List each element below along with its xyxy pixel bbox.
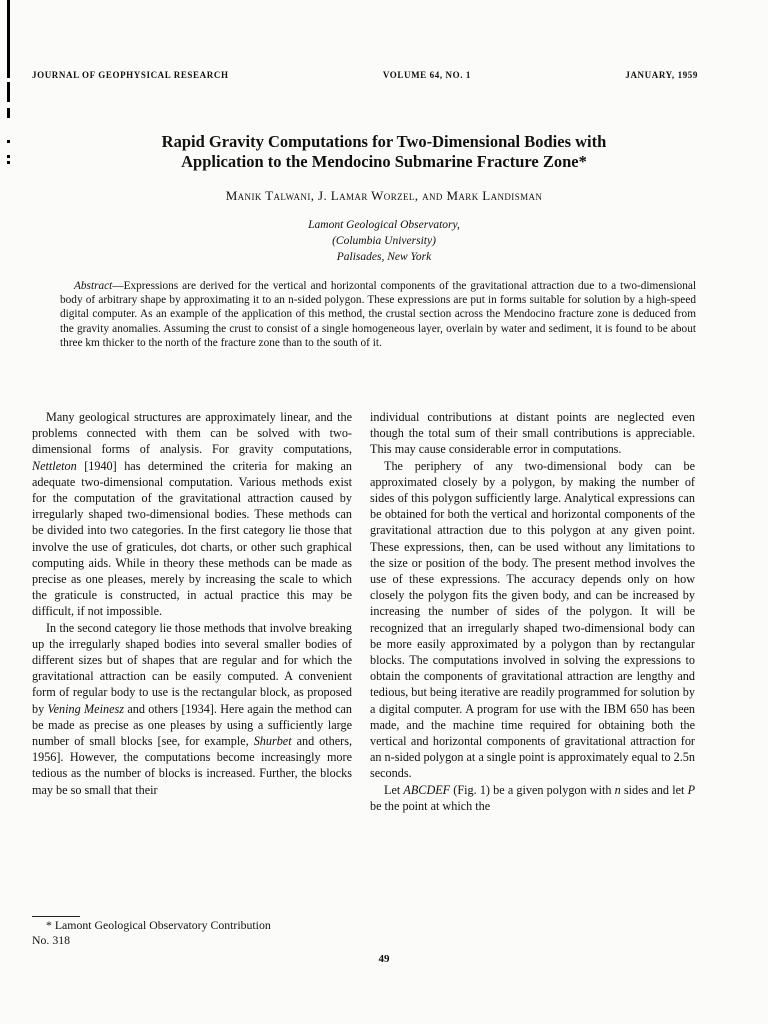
cited-author: Shurbet: [253, 734, 292, 749]
abstract-text: —Expressions are derived for the vertical and horizontal components of the gravitational attraction due to a two-dimensional body of arbitrary shape by approximating it to an n-sided polygon. These expressions are put in forms suitable for solution by a high-speed digital computer. As an example of the application of this method, the crustal section across the Mendocino fracture zone is deduced from the gravity anomalies. Assuming the crust to consist of a single homogeneous layer, overlain by water and sediment, it is found to be about three km thicker to the north of the fracture zone than to the south of it.: [60, 280, 696, 349]
affiliation-line-3: Palisades, New York: [336, 251, 432, 263]
title-line-1: Rapid Gravity Computations for Two-Dimensional Bodies with: [161, 132, 607, 151]
footnote-line-2: No. 318: [32, 933, 71, 947]
footnote-rule: [32, 916, 80, 917]
paragraph: [370, 782, 695, 814]
paragraph: individual contributions at distant points are neglected even though the total sum of their small contributions is appreciable. This may cause considerable error in computations.: [370, 410, 695, 457]
scan-margin-mark: [7, 161, 10, 164]
scan-margin-mark: [7, 108, 10, 118]
text-run: be the point at which the: [370, 798, 491, 813]
affiliation-line-2: (Columbia University): [332, 235, 436, 247]
math-symbol: P: [687, 782, 696, 797]
affiliation-line-1: Lamont Geological Observatory,: [308, 219, 460, 231]
running-header: [32, 70, 698, 80]
text-run: sides and let: [620, 782, 688, 797]
text-run: In the second category lie those methods that involve breaking up the irregularly shaped bodies into several smaller bodies of different sizes but of shapes that are regular and for which the gravitational attraction can be easily computed. A convenient form of regular body to use is the rectangular block, as proposed by: [32, 620, 352, 716]
body-column-right: [370, 409, 695, 814]
page-number: 49: [378, 953, 390, 965]
footnote: [32, 918, 354, 948]
title-line-2: Application to the Mendocino Submarine Fracture Zone*: [181, 152, 587, 171]
abstract: [60, 279, 696, 350]
paragraph: [32, 620, 352, 798]
author-list: Manik Talwani, J. Lamar Worzel, and Mark Landisman: [225, 188, 543, 203]
footnote-line-1: * Lamont Geological Observatory Contribution: [46, 918, 271, 932]
journal-name: JOURNAL OF GEOPHYSICAL RESEARCH: [32, 70, 229, 80]
volume-number: VOLUME 64, NO. 1: [382, 70, 472, 80]
paragraph: [32, 409, 352, 620]
scan-margin-mark: [7, 0, 10, 78]
body-column-left: [32, 409, 352, 798]
issue-date: JANUARY, 1959: [625, 70, 698, 80]
cited-author: Nettleton: [32, 458, 77, 473]
text-run: (Fig. 1) be a given polygon with: [450, 782, 615, 797]
scan-margin-mark: [7, 82, 10, 102]
cited-author: Vening Meinesz: [47, 701, 124, 716]
scan-margin-mark: [7, 140, 10, 143]
affiliation: [200, 217, 568, 265]
figure-label: ABCDEF: [403, 782, 451, 797]
scan-margin-mark: [7, 155, 10, 158]
article-title: [60, 132, 708, 172]
text-run: and others [1934]. Here again the method can be made as precise as one pleases by using a sufficiently large number of small blocks [see, for example,: [32, 701, 353, 749]
text-run: Let: [384, 782, 404, 797]
paragraph: The periphery of any two-dimensional body can be approximated closely by a polygon, by making the number of sides of this polygon sufficiently large. Analytical expressions can be obtained for both the vertical and horizontal components of the gravitational attraction due to this polygon at any given point. These expressions, then, can be used without any limitations to the size or position of the body. The present method involves the use of these expressions. The accuracy depends only on how closely the polygon fits the given body, and can be increased by increasing the number of sides of the polygon. It will be recognized that an irregularly shaped two-dimensional body can be more easily approximated by a polygon than by rectangular blocks. The computations involved in solving the expressions to obtain the components of gravitational attraction are lengthy and tedious, but being iterative are readily programmed for solution by a digital computer. A program for use with the IBM 650 has been made, and the machine time required for obtaining both the vertical and horizontal components of gravitational attraction for an n-sided polygon at a single point is approximately equal to 2.5n seconds.: [370, 458, 695, 781]
math-symbol: n: [614, 782, 621, 797]
text-run: and others, 1956]. However, the computations become increasingly more tedious as the number of blocks is increased. Further, the blocks may be so small that their: [32, 734, 352, 797]
text-run: Many geological structures are approximately linear, and the problems connected with them can be solved with two-dimensional forms of analysis. For gravity computations,: [32, 410, 352, 457]
text-run: [1940] has determined the criteria for making an adequate two-dimensional computation. Various methods exist for the computation of the gravitational attraction caused by irregularly shaped two-dimensional bodies. These methods can be divided into two categories. In the first category lie those that involve the use of graticules, dot charts, or other such graphical computing aids. While in theory these methods can be made as precise as one pleases, merely by increasing the scale to which the graticule is constructed, in actual practice this may be difficult, if not impossible.: [32, 458, 352, 619]
abstract-label: Abstract: [74, 280, 113, 292]
